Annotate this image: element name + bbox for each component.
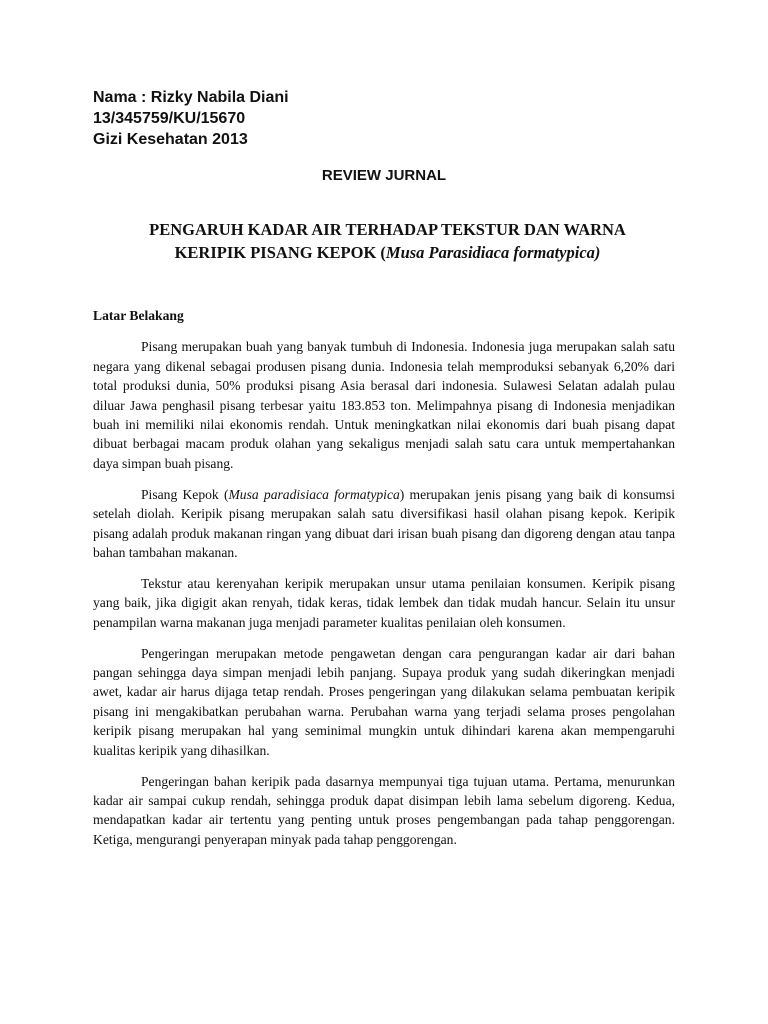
paragraph-3: Tekstur atau kerenyahan keripik merupakan unsur utama penilaian konsumen. Keripik pisang yang baik, jika digigit akan renyah, tidak keras, tidak lembek dan tidak mudah hancur. Selain itu unsur penampilan warna makanan juga menjadi parameter kualitas penilaian oleh konsumen. (93, 575, 675, 630)
journal-title-line-1: PENGARUH KADAR AIR TERHADAP TEKSTUR DAN WARNA (149, 220, 626, 239)
journal-title-species: Musa Parasidiaca formatypica) (385, 243, 601, 262)
paragraph-2-after: ) merupakan jenis pisang yang baik di konsumsi setelah diolah. Keripik pisang merupakan salah satu diversifikasi hasil olahan pisang kepok. Keripik pisang adalah produk makanan ringan yang dibuat dari irisan buah pisang dan digoreng dengan atau tanpa bahan tambahan makanan. (93, 486, 675, 560)
paragraph-2-before: Pisang Kepok ( (141, 486, 229, 502)
background-section (93, 306, 675, 861)
journal-title-line-2 (110, 241, 665, 264)
section-heading: Latar Belakang (93, 308, 184, 323)
author-name: Nama : Rizky Nabila Diani (93, 89, 289, 106)
paragraph-2 (93, 485, 675, 563)
journal-title-line-2-prefix: KERIPIK PISANG KEPOK ( (174, 243, 386, 262)
student-id: 13/345759/KU/15670 (93, 110, 246, 127)
study-program: Gizi Kesehatan 2013 (93, 131, 248, 148)
paragraph-2-species: Musa paradisiaca formatypica (228, 486, 400, 502)
paragraph-4: Pengeringan merupakan metode pengawetan dengan cara pengurangan kadar air dari bahan pangan sehingga daya simpan menjadi lebih panjang. Supaya produk yang sudah dikeringkan menjadi awet, kadar air harus dijaga tetap rendah. Proses pengeringan yang dilakukan selama pembuatan keripik pisang ini mengakibatkan perubahan warna. Perubahan warna yang terjadi selama proses pengolahan keripik pisang merupakan hal yang seminimal mungkin untuk dihindari karena akan mempengaruhi kualitas keripik yang dihasilkan. (93, 645, 675, 758)
author-header (93, 87, 289, 150)
journal-title (110, 218, 665, 264)
paragraph-1: Pisang merupakan buah yang banyak tumbuh di Indonesia. Indonesia juga merupakan salah satu negara yang dikenal sebagai produsen pisang dunia. Indonesia telah memproduksi sebanyak 6,20% dari total produksi dunia, 50% produksi pisang Asia berasal dari indonesia. Sulawesi Selatan adalah pulau diluar Jawa penghasil pisang terbesar yaitu 183.853 ton. Melimpahnya pisang di Indonesia menjadikan buah ini memiliki nilai ekonomis rendah. Untuk meningkatkan nilai ekonomis dari buah pisang dapat dibuat berbagai macam produk olahan yang sekaligus menjadi salah satu cara untuk mempertahankan daya simpan buah pisang. (93, 339, 675, 471)
document-type-heading: REVIEW JURNAL (321, 167, 447, 184)
paragraph-5: Pengeringan bahan keripik pada dasarnya mempunyai tiga tujuan utama. Pertama, menurunkan kadar air sampai cukup rendah, sehingga produk dapat disimpan lebih lama sebelum digoreng. Kedua, mendapatkan kadar air tertentu yang penting untuk proses pengembangan pada tahap penggorengan. Ketiga, mengurangi penyerapan minyak pada tahap penggorengan. (93, 773, 675, 847)
